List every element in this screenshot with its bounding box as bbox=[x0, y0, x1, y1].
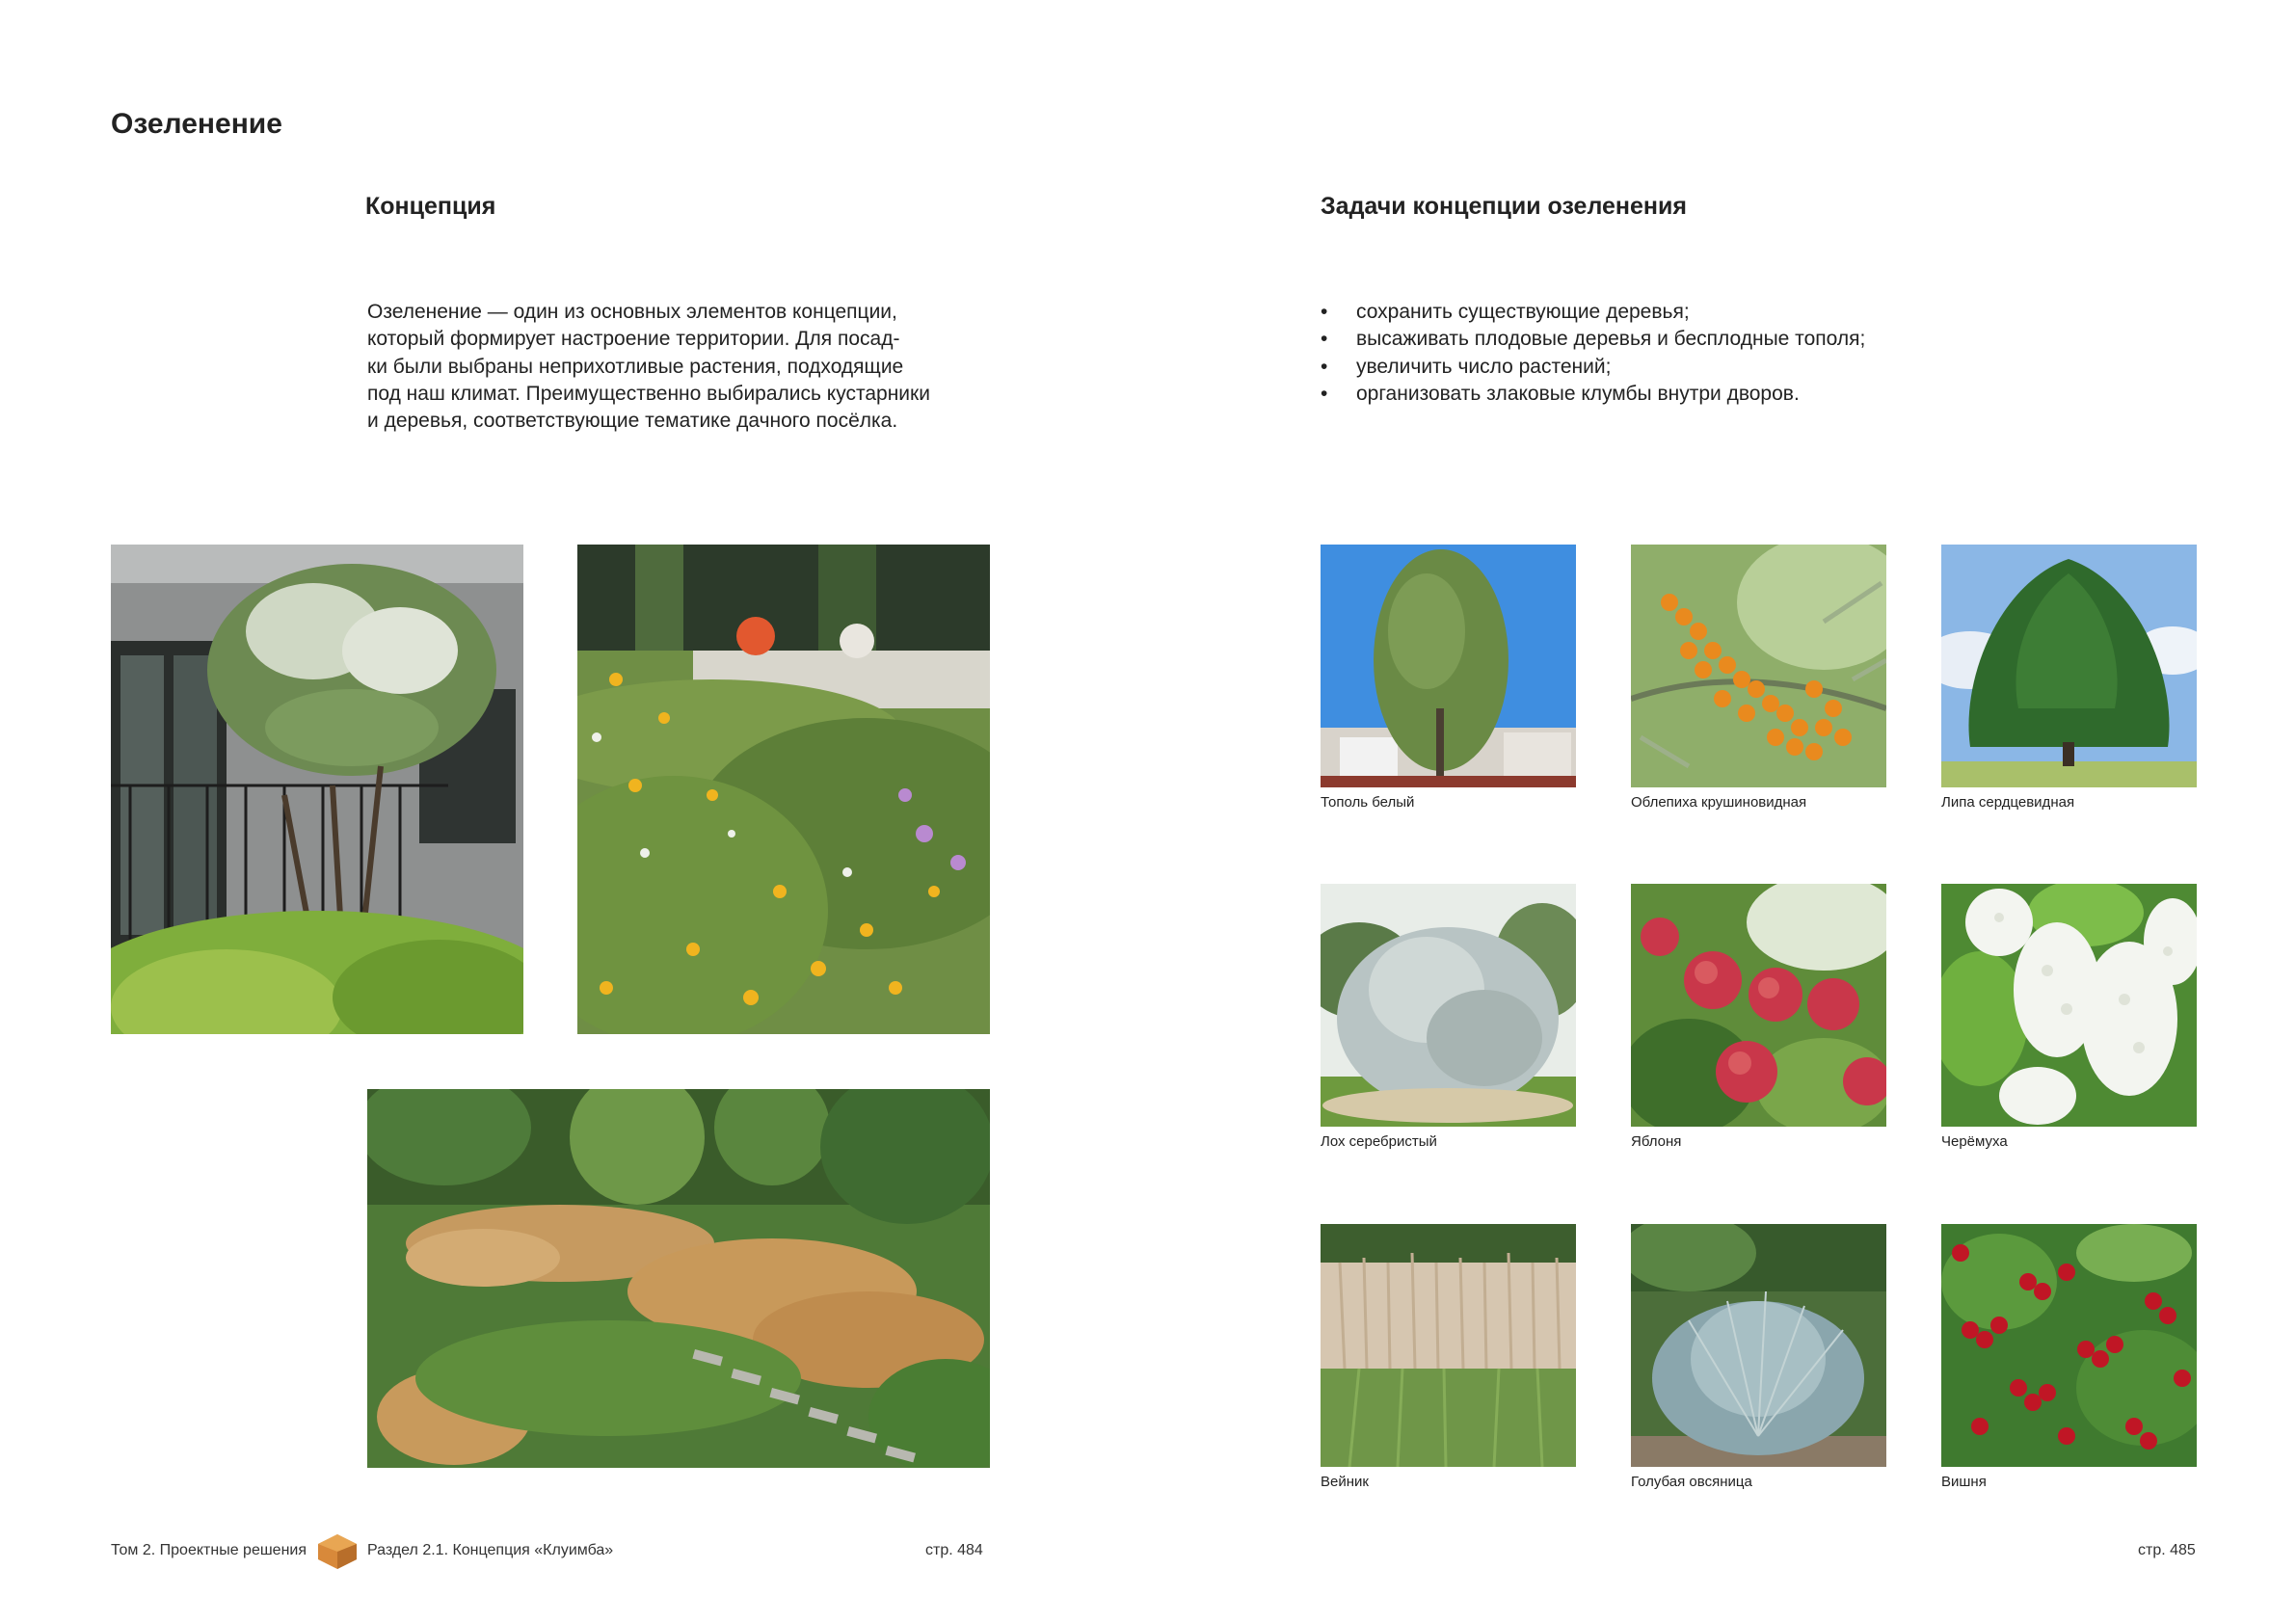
task-item: • сохранить существующие деревья; bbox=[1321, 299, 1865, 326]
concept-line: Озеленение — один из основных элементов концепции, bbox=[367, 301, 897, 323]
blue-fescue-photo bbox=[1631, 1224, 1886, 1467]
plant-caption: Тополь белый bbox=[1321, 794, 1415, 811]
task-item: • увеличить число растений; bbox=[1321, 354, 1865, 381]
tasks-heading: Задачи концепции озеленения bbox=[1321, 193, 1687, 220]
plant-caption: Вишня bbox=[1941, 1474, 1987, 1490]
plant-caption: Черёмуха bbox=[1941, 1133, 2008, 1150]
task-item: • организовать злаковые клумбы внутри дворов. bbox=[1321, 381, 1865, 408]
reed-grass-photo bbox=[1321, 1224, 1576, 1467]
page-number-left: стр. 484 bbox=[925, 1542, 983, 1558]
grass-garden-photo bbox=[367, 1089, 990, 1468]
silverberry-photo bbox=[1321, 884, 1576, 1127]
page-number-right: стр. 485 bbox=[2138, 1542, 2196, 1558]
apple-tree-photo bbox=[1631, 884, 1886, 1127]
plant-caption: Лох серебристый bbox=[1321, 1133, 1437, 1150]
lilac-facade-photo bbox=[111, 545, 523, 1034]
plant-caption: Вейник bbox=[1321, 1474, 1369, 1490]
wildflower-meadow-photo bbox=[577, 545, 990, 1034]
section-title: Озеленение bbox=[111, 108, 282, 140]
concept-paragraph bbox=[367, 299, 930, 435]
sea-buckthorn-photo bbox=[1631, 545, 1886, 787]
concept-line: под наш климат. Преимущественно выбирались кустарники bbox=[367, 382, 930, 405]
task-item: • высаживать плодовые деревья и бесплодные тополя; bbox=[1321, 326, 1865, 353]
plant-caption: Яблоня bbox=[1631, 1133, 1682, 1150]
tasks-list bbox=[1321, 299, 1865, 408]
plant-caption: Облепиха крушиновидная bbox=[1631, 794, 1807, 811]
concept-heading: Концепция bbox=[365, 193, 496, 220]
concept-line: и деревья, соответствующие тематике дачного посёлка. bbox=[367, 410, 898, 433]
brand-logo-icon bbox=[316, 1532, 359, 1571]
bird-cherry-photo bbox=[1941, 884, 2197, 1127]
concept-line: ки были выбраны неприхотливые растения, подходящие bbox=[367, 355, 904, 378]
plant-caption: Липа сердцевидная bbox=[1941, 794, 2075, 811]
linden-photo bbox=[1941, 545, 2197, 787]
cherry-photo bbox=[1941, 1224, 2197, 1467]
footer-section: Раздел 2.1. Концепция «Клуимба» bbox=[367, 1542, 614, 1558]
footer-volume: Том 2. Проектные решения bbox=[111, 1542, 307, 1558]
concept-line: который формирует настроение территории. Для посад- bbox=[367, 328, 900, 351]
poplar-photo bbox=[1321, 545, 1576, 787]
plant-caption: Голубая овсяница bbox=[1631, 1474, 1752, 1490]
